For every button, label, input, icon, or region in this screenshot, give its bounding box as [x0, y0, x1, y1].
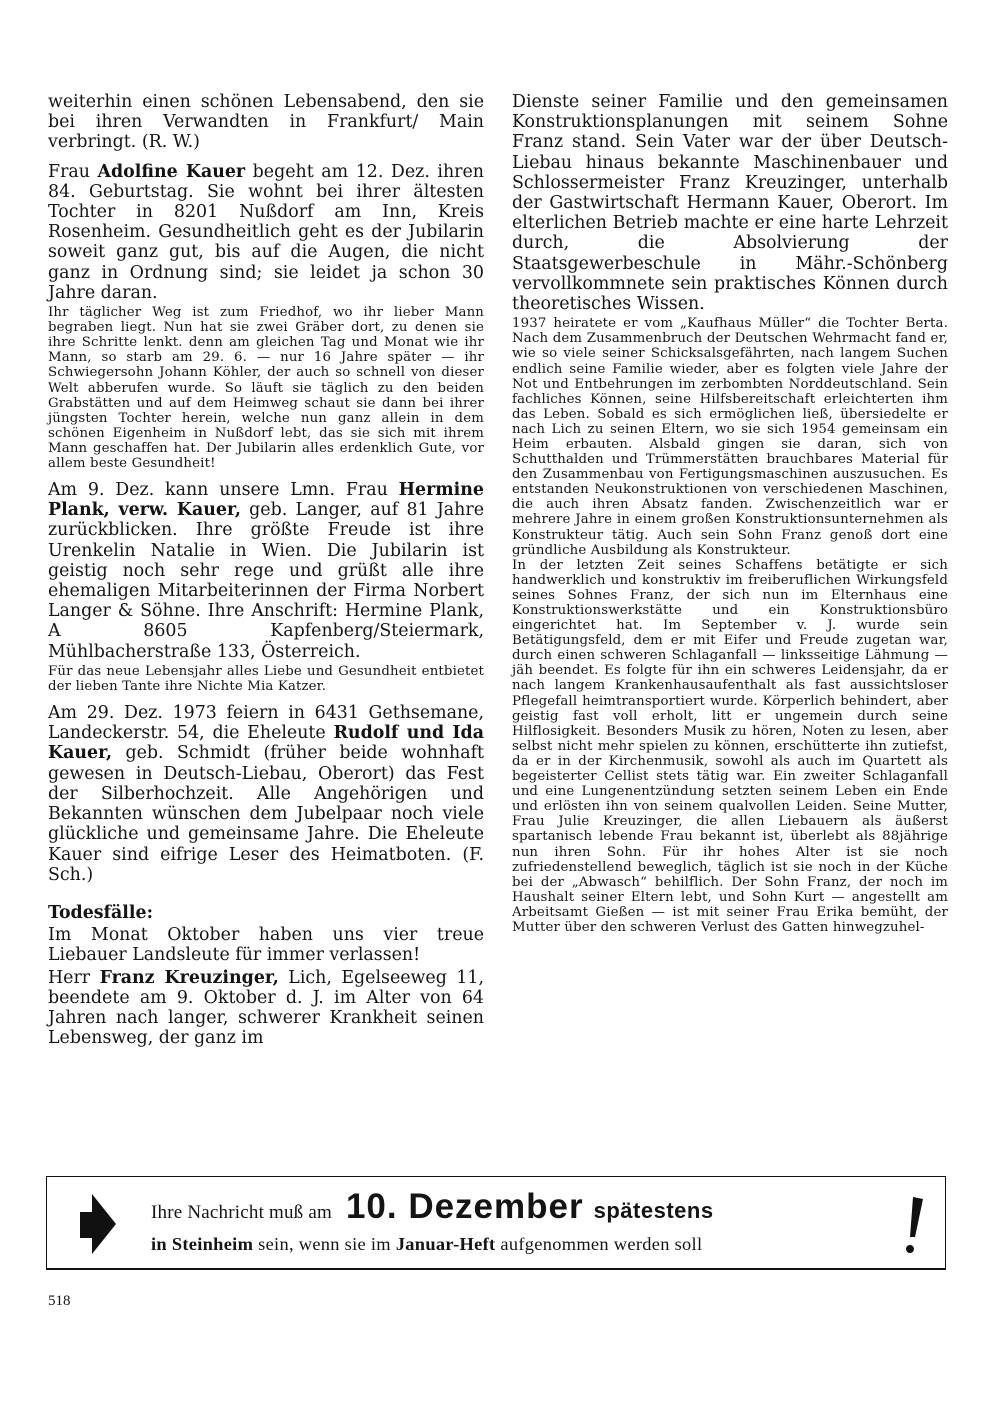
paragraph-hermine-plank — [48, 480, 484, 662]
paragraph-franz-kreuzinger — [48, 968, 484, 1049]
paragraph-silberhochzeit — [48, 703, 484, 885]
paragraph-greeting: Für das neue Lebensjahr alles Liebe und Gesundheit entbietet der lieben Tante ihre Nichte Mia Katzer. — [48, 663, 484, 694]
paragraph-kreuzinger-continued: Dienste seiner Familie und den gemeinsamen Konstruktionsplanungen mit seinem Sohne Franz stand. Sein Vater war der über Deutsch-Liebau hinaus bekannte Maschinenbauer und Schlossermeister Franz Kreuzinger, unterhalb der Gastwirtschaft Hermann Kauer, Oberort. Im elterlichen Betrieb machte er eine harte Lehrzeit durch, die Absolvierung der Staatsgewerbeschule in Mähr.-Schönberg vervollkommnete sein praktisches Können durch theoretisches Wissen. — [512, 92, 948, 315]
text: geb. Schmidt (früher beide wohnhaft gewesen in Deutsch-Liebau, Oberort) das Fest der Silberhochzeit. Alle Angehörigen und Bekannten wünschen dem Jubelpaar noch viele glückliche und gemeinsame Jahre. Die Eheleute Kauer sind eifrige Leser des Heimatboten. (F. Sch.) — [48, 743, 484, 885]
paragraph-kreuzinger-last-years: In der letzten Zeit seines Schaffens betätigte er sich handwerklich und konstruktiv im freiberuflichen Wirkungsfeld seines Sohnes Franz, der sich nun im Elternhaus eine Konstruktionswerkstätte und ein Konstruktionsbüro eingerichtet hat. Im September v. J. wurde sein Betätigungsfeld, dem er mit Eifer und Freude zugetan war, durch einen schweren Schlaganfall — linksseitige Lähmung — jäh beendet. Es folgte für ihn ein schweres Leidensjahr, da er nach langem Krankenhausaufenthalt als fast aussichtsloser Pflegefall heimtransportiert wurde. Körperlich behindert, aber geistig fast voll erholt, litt er ungemein durch seine Hilflosigkeit. Besonders Musik zu hören, Noten zu lesen, aber selbst nicht mehr spielen zu können, erschütterte ihn zutiefst, da er in der Kirchenmusik, sowohl als auch im Quartett als begeisterter Cellist stets tätig war. Ein zweiter Schlaganfall und eine Lungenentzündung setzten seinem Leben ein Ende und erlösten ihn von seinem qualvollen Leiden. Seine Mutter, Frau Julie Kreuzinger, die allen Liebauern als äußerst spartanisch lebende Frau bekannt ist, überlebt als 88jährige nun ihren Sohn. Für ihr hohes Alter ist sie noch zufriedenstellend beweglich, täglich ist sie noch in der Küche bei der „Abwasch“ behilflich. Der Sohn Franz, der noch im Haushalt seiner Eltern lebt, und Sohn Kurt — angestellt am Arbeitsamt Gießen — ist mit seiner Frau Erika bemüht, der Mutter über den schweren Verlust des Gatten hinwegzuhel- — [512, 557, 948, 935]
notice-text: aufgenommen werden soll — [495, 1234, 703, 1254]
text: geb. Langer, auf 81 Jahre zurückblicken. Ihre größte Freude ist ihre Urenkelin Natalie in Wien. Die Jubilarin ist geistig noch sehr rege und grüßt alle ihre ehemaligen Mitarbeiterinnen der Firma Norbert Langer & Söhne. Ihre Anschrift: Hermine Plank, A 8605 Kapfenberg/Steiermark, Mühlbacherstraße 133, Österreich. — [48, 500, 484, 662]
paragraph-adolfine-kauer — [48, 162, 484, 303]
text: Am 29. Dez. 1973 feiern in 6431 Gethsemane, Landeckerstr. 54, die Eheleute — [48, 703, 484, 744]
person-name: Rudolf und Ida Kauer, — [48, 723, 484, 764]
notice-line-1 — [151, 1187, 714, 1227]
paragraph-lebensabend: weiterhin einen schönen Lebensabend, den sie bei ihren Verwandten in Frankfurt/ Main verbringt. (R. W.) — [48, 92, 484, 153]
person-name: Adolfine Kauer — [97, 161, 246, 182]
section-heading-todesfaelle: Todesfälle: — [48, 902, 154, 923]
right-column — [512, 92, 948, 935]
paragraph-todesfaelle-intro: Im Monat Oktober haben uns vier treue Liebauer Landsleute für immer verlassen! — [48, 925, 484, 966]
person-name: Franz Kreuzinger, — [99, 967, 279, 988]
text: Frau — [48, 161, 98, 182]
notice-location: in Steinheim — [151, 1234, 254, 1254]
right-arrow-icon — [80, 1194, 116, 1254]
left-column — [48, 92, 484, 1048]
exclamation-icon — [903, 1197, 925, 1255]
text: begeht am 12. Dez. ihren 84. Geburtstag. Sie wohnt bei ihrer ältesten Tochter in 8201 Nußdorf am Inn, Kreis Rosenheim. Gesundheitlich geht es der Jubilarin soweit ganz gut, bis auf die Augen, die nicht ganz in Ordnung sind; sie leidet ja schon 30 Jahre daran. — [48, 161, 484, 303]
notice-line-2 — [151, 1234, 702, 1255]
notice-issue: Januar-Heft — [395, 1234, 496, 1254]
deadline-notice-box — [46, 1176, 946, 1270]
text: Lich, Egelseeweg 11, beendete am 9. Oktober d. J. im Alter von 64 Jahren nach langer, schwerer Krankheit seinen Lebensweg, der ganz im — [48, 967, 484, 1049]
notice-text: sein, wenn sie im — [253, 1234, 396, 1254]
notice-text-emphasis: spätestens — [593, 1198, 714, 1223]
notice-deadline-date: 10. Dezember — [345, 1187, 584, 1226]
paragraph-kreuzinger-1937: 1937 heiratete er vom „Kaufhaus Müller“ die Tochter Berta. Nach dem Zusammenbruch der Deutschen Wehrmacht fand er, wie so viele seiner Schicksalsgefährten, nach langem Suchen endlich seine Familie wieder, aber es folgten viele Jahre der Not und Entbehrungen im zerbombten Norddeutschland. Sein fachliches Können, seine Hilfsbereitschaft erleichterten ihm das Leben. Sobald es sich ermöglichen ließ, übersiedelte er nach Lich zu seinen Eltern, wo sie sich 1954 gemeinsam ein Heim erbauten. Alsbald gingen sie daran, sich von Schutthalden und Trümmerstätten brauchbares Material für den Zusammenbau von Fertigungsmaschinen auszusuchen. Es entstanden Neukonstruktionen von verschiedenen Maschinen, die auch ihren Absatz fanden. Zwischenzeitlich war er mehrere Jahre in einem großen Konstruktionsunternehmen als Konstrukteur tätig. Auch sein Sohn Franz genoß dort eine gründliche Ausbildung als Konstrukteur. — [512, 316, 948, 558]
person-name: Hermine Plank, verw. Kauer, — [48, 480, 484, 521]
text: Herr — [48, 967, 100, 988]
text: Am 9. Dez. kann unsere Lmn. Frau — [48, 480, 399, 501]
notice-text: Ihre Nachricht muß am — [151, 1202, 332, 1223]
page-number: 518 — [48, 1293, 71, 1309]
paragraph-friedhof: Ihr täglicher Weg ist zum Friedhof, wo ihr lieber Mann begraben liegt. Nun hat sie zwei Gräber dort, zu denen sie ihre Schritte lenkt. denn am gleichen Tag und Monat wie ihr Mann, so starb am 29. 6. — nur 16 Jahre später — ihr Schwiegersohn Johann Köhler, der auch so schnell von dieser Welt abberufen wurde. So läuft sie täglich zu den beiden Grabstätten und auf dem Heimweg schaut sie dann bei ihrer jüngsten Tochter herein, welche nun ganz allein in dem schönen Eigenheim in Nußdorf lebt, das sie sich mit ihrem Mann geschaffen hat. Der Jubilarin alles erdenklich Gute, vor allem beste Gesundheit! — [48, 305, 484, 471]
